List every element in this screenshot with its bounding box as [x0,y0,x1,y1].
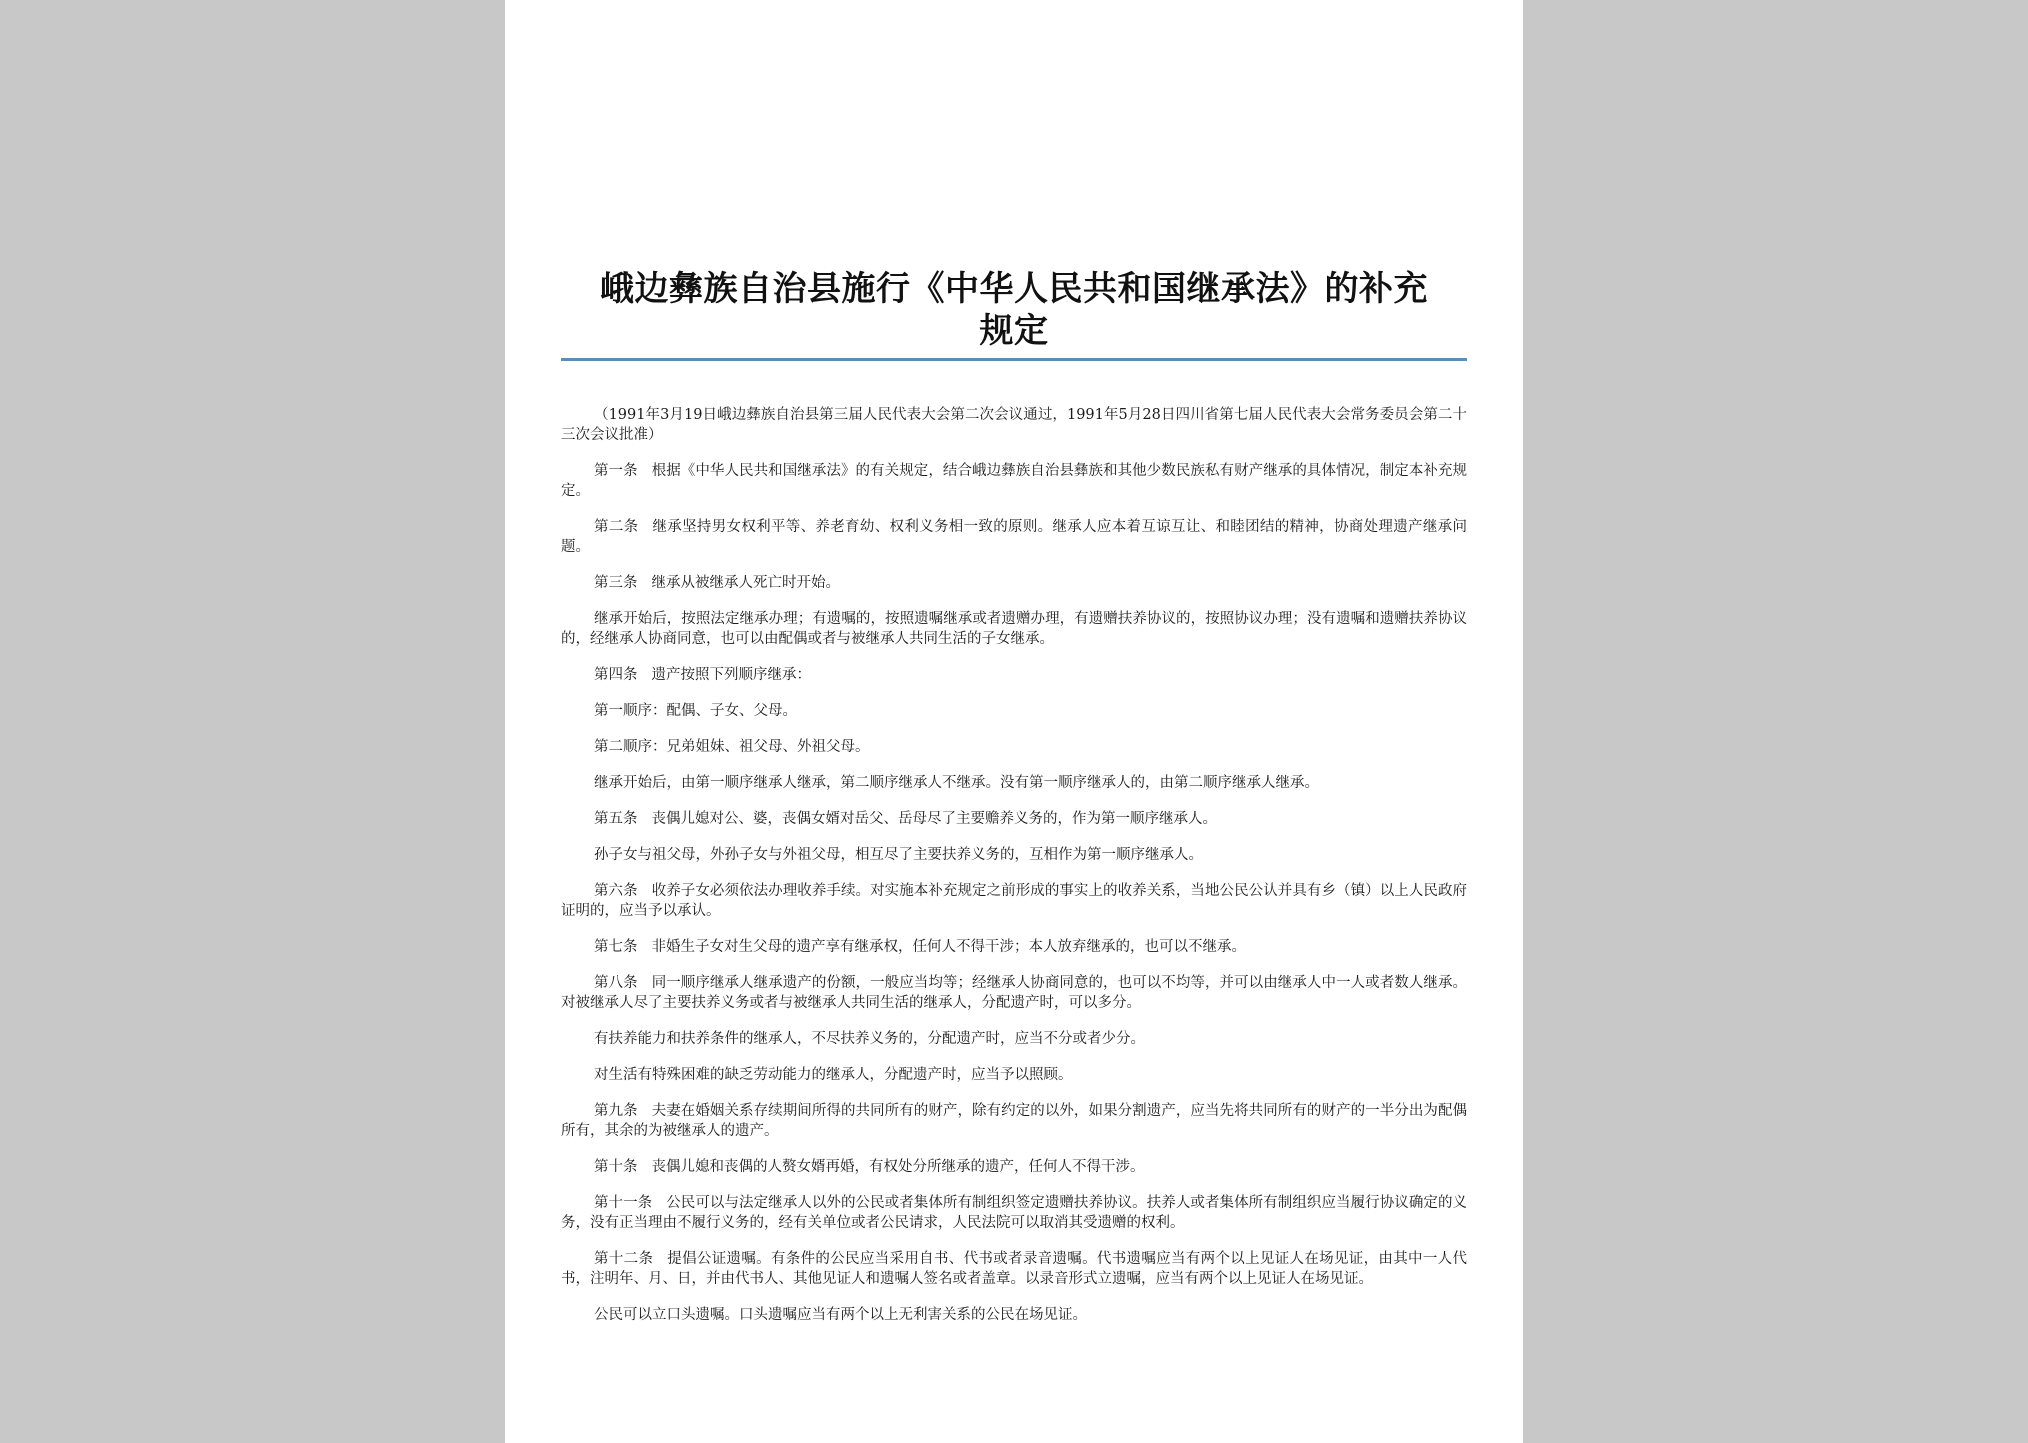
paragraph [561,461,1467,501]
paragraph-text: 丧偶儿媳对公、婆，丧偶女婿对岳父、岳母尽了主要赡养义务的，作为第一顺序继承人。 [651,811,1217,827]
paragraph-text: 对生活有特殊困难的缺乏劳动能力的继承人，分配遗产时，应当予以照顾。 [594,1067,1073,1083]
paragraph [561,1157,1467,1177]
paragraph-text: 遗产按照下列顺序继承： [651,667,811,683]
paragraph [561,937,1467,957]
paragraph [561,665,1467,685]
article-number: 第九条 [594,1103,638,1119]
paragraph-text: 有扶养能力和扶养条件的继承人，不尽扶养义务的，分配遗产时，应当不分或者少分。 [594,1031,1145,1047]
paragraph [561,809,1467,829]
article-number: 第二条 [594,519,639,535]
article-number: 第四条 [594,667,638,683]
paragraph-text: 提倡公证遗嘱。有条件的公民应当采用自书、代书或者录音遗嘱。代书遗嘱应当有两个以上见证人在场见证，由其中一人代书，注明年、月、日，并由代书人、其他见证人和遗嘱人签名或者盖章。以录音形式立遗嘱，应当有两个以上见证人在场见证。 [561,1251,1467,1287]
paragraph [561,573,1467,593]
paragraph-text: 继承从被继承人死亡时开始。 [651,575,840,591]
title-line-2: 规定 [979,311,1049,351]
paragraph-text: 收养子女必须依法办理收养手续。对实施本补充规定之前形成的事实上的收养关系，当地公民公认并具有乡（镇）以上人民政府证明的，应当予以承认。 [561,883,1468,919]
paragraph-text: 丧偶儿媳和丧偶的人赘女婿再婚，有权处分所继承的遗产，任何人不得干涉。 [651,1159,1145,1175]
paragraph [561,1101,1467,1141]
article-number: 第五条 [594,811,638,827]
article-number: 第三条 [594,575,638,591]
title-divider [561,358,1467,361]
article-number: 第十二条 [594,1251,654,1267]
paragraph-text: 同一顺序继承人继承遗产的份额，一般应当均等；经继承人协商同意的，也可以不均等，并可以由继承人中一人或者数人继承。对被继承人尽了主要扶养义务或者与被继承人共同生活的继承人，分配遗产时，可以多分。 [561,975,1468,1011]
paragraph-text: 公民可以立口头遗嘱。口头遗嘱应当有两个以上无利害关系的公民在场见证。 [594,1307,1087,1323]
document-body [561,405,1467,1325]
paragraph [561,881,1467,921]
article-number: 第六条 [594,883,638,899]
paragraph-text: 孙子女与祖父母，外孙子女与外祖父母，相互尽了主要扶养义务的，互相作为第一顺序继承人。 [594,847,1203,863]
paragraph-text: 根据《中华人民共和国继承法》的有关规定，结合峨边彝族自治县彝族和其他少数民族私有财产继承的具体情况，制定本补充规定。 [561,463,1468,499]
paragraph-text: 继承坚持男女权利平等、养老育幼、权利义务相一致的原则。继承人应本着互谅互让、和睦团结的精神，协商处理遗产继承问题。 [561,519,1468,555]
paragraph [561,701,1467,721]
paragraph-text: 公民可以与法定继承人以外的公民或者集体所有制组织签定遗赠扶养协议。扶养人或者集体所有制组织应当履行协议确定的义务，没有正当理由不履行义务的，经有关单位或者公民请求，人民法院可以取消其受遗赠的权利。 [561,1195,1468,1231]
paragraph [561,1305,1467,1325]
document-title [561,268,1467,352]
paragraph-text: 非婚生子女对生父母的遗产享有继承权，任何人不得干涉；本人放弃继承的，也可以不继承。 [651,939,1246,955]
paragraph [561,1193,1467,1233]
title-line-1: 峨边彝族自治县施行《中华人民共和国继承法》的补充 [600,269,1428,309]
paragraph [561,1029,1467,1049]
paragraph-text: 夫妻在婚姻关系存续期间所得的共同所有的财产，除有约定的以外，如果分割遗产，应当先将共同所有的财产的一半分出为配偶所有，其余的为被继承人的遗产。 [561,1103,1468,1139]
article-number: 第八条 [594,975,638,991]
paragraph-text: 第二顺序：兄弟姐妹、祖父母、外祖父母。 [594,739,870,755]
document-content [561,268,1467,1341]
paragraph-text: 第一顺序：配偶、子女、父母。 [594,703,797,719]
article-number: 第十一条 [594,1195,653,1211]
article-number: 第七条 [594,939,638,955]
paragraph-text: 继承开始后，由第一顺序继承人继承，第二顺序继承人不继承。没有第一顺序继承人的，由第二顺序继承人继承。 [594,775,1319,791]
paragraph [561,1249,1467,1289]
paragraph-text: 继承开始后，按照法定继承办理；有遗嘱的，按照遗嘱继承或者遗赠办理，有遗赠扶养协议的，按照协议办理；没有遗嘱和遗赠扶养协议的，经继承人协商同意，也可以由配偶或者与被继承人共同生活的子女继承。 [561,611,1467,647]
article-number: 第十条 [594,1159,638,1175]
paragraph [561,973,1467,1013]
article-number: 第一条 [594,463,638,479]
paragraph [561,845,1467,865]
paragraph [561,773,1467,793]
paragraph [561,1065,1467,1085]
paragraph [561,517,1467,557]
preamble: （1991年3月19日峨边彝族自治县第三届人民代表大会第二次会议通过，1991年5月28日四川省第七届人民代表大会常务委员会第二十三次会议批准） [561,407,1467,443]
paragraph [561,737,1467,757]
paragraph [561,609,1467,649]
document-page [505,0,1523,1443]
